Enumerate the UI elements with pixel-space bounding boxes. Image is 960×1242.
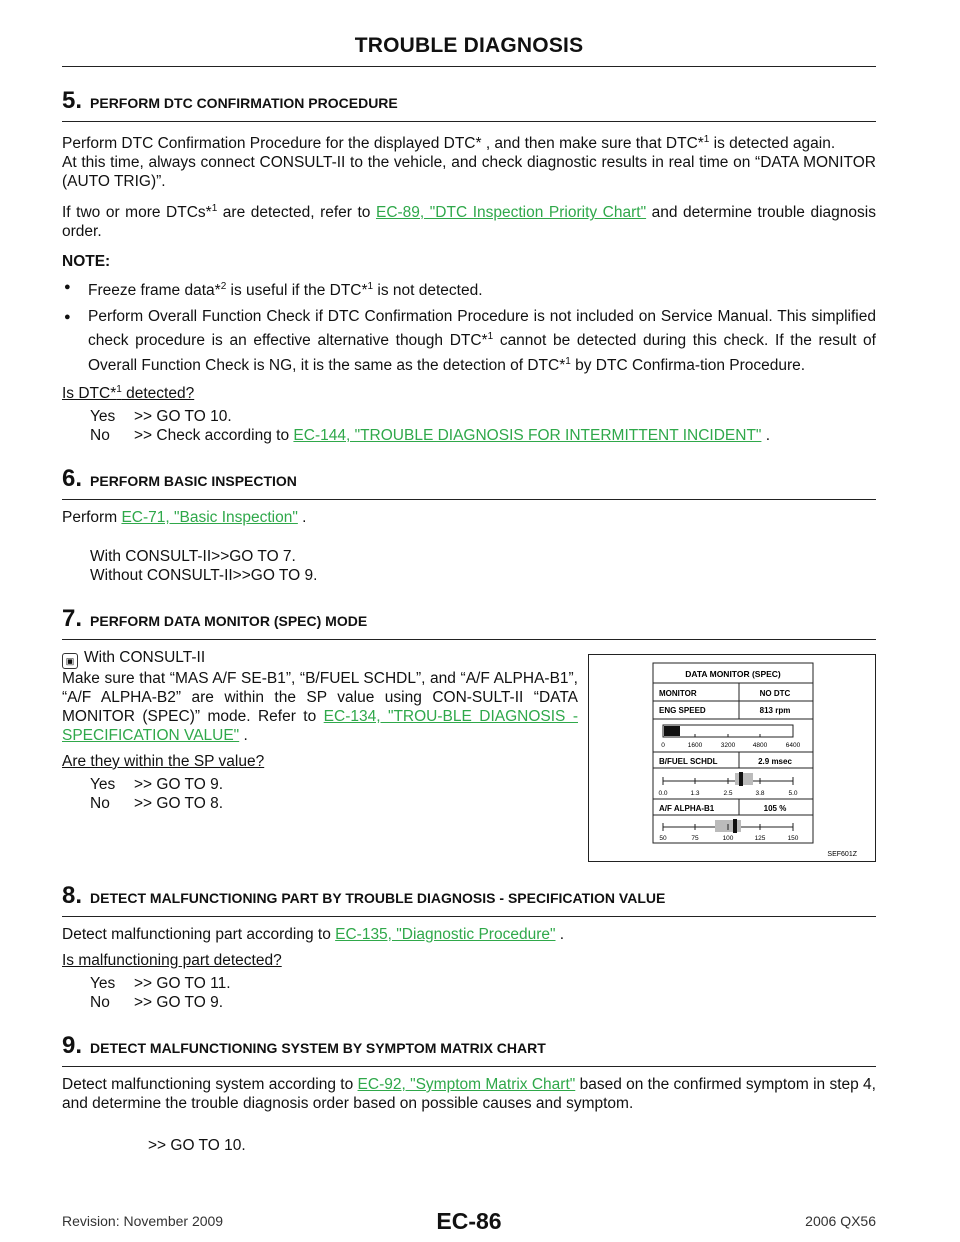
basic-inspection-link[interactable]: EC-71, "Basic Inspection" (121, 508, 298, 526)
answer-value: >> GO TO 9. (134, 993, 224, 1011)
step-6-header (62, 465, 876, 500)
step-5-header (62, 87, 876, 122)
step-7-text (62, 640, 578, 862)
branch-line: With CONSULT-II>>GO TO 7. (90, 547, 296, 565)
tick-label: 2.5 (723, 789, 733, 797)
tick-label: 100 (722, 834, 734, 842)
monitor-label: MONITOR (659, 688, 697, 698)
note-item: ● Perform Overall Function Check if DTC Confirmation Procedure is not included on Service Manual. This simplified check procedure is an effective alternative though DTC*$^1$ cannot be detected during this check. If the result of Overall Function Check is NG, it is the same as the detection of DTC*$^1$ by DTC Confirma-tion Procedure. (62, 307, 876, 375)
answer-value: >> GO TO 10. (134, 407, 232, 425)
figure-title: DATA MONITOR (SPEC) (685, 668, 781, 679)
answer-key: Yes (90, 974, 116, 992)
step-8 (62, 882, 876, 1012)
tick-label: 150 (787, 834, 799, 842)
tick-label: 6400 (785, 741, 801, 749)
step-6 (62, 465, 876, 585)
page-footer (62, 1206, 876, 1236)
tick-label: 3.8 (755, 789, 765, 797)
step-number: 5. (62, 87, 83, 114)
step-5 (62, 87, 876, 445)
diagnostic-procedure-link[interactable]: EC-135, "Diagnostic Procedure" (335, 925, 556, 943)
step-title: DETECT MALFUNCTIONING SYSTEM BY SYMPTOM MATRIX CHART (90, 1039, 546, 1056)
title-rule (62, 66, 876, 67)
step-6-branches (90, 547, 876, 585)
tick-label: 3200 (720, 741, 736, 749)
step-7-question: Are they within the SP value? (62, 752, 265, 770)
answer-value: >> GO TO 11. (134, 974, 231, 992)
symptom-matrix-link[interactable]: EC-92, "Symptom Matrix Chart" (357, 1075, 576, 1093)
model-year: 2006 QX56 (805, 1213, 876, 1229)
answer-key: No (90, 794, 110, 812)
fuel-schdl-value: 2.9 msec (758, 756, 792, 766)
step-8-answers (90, 974, 876, 1012)
answer-key: Yes (90, 407, 116, 425)
note-label: NOTE: (62, 253, 111, 271)
answer-key: No (90, 426, 110, 444)
step-9-header (62, 1032, 876, 1067)
dtc-priority-chart-link[interactable]: EC-89, "DTC Inspection Priority Chart" (375, 204, 647, 222)
answer-value: >> Check according to EC-144, "TROUBLE DIAGNOSIS FOR INTERMITTENT INCIDENT" . (134, 426, 771, 444)
fuel-schdl-spec-range (735, 773, 753, 785)
step-7-answers (90, 775, 578, 813)
step-5-para-3: If two or more DTCs*$^1$ are detected, refer to EC-89, "DTC Inspection Priority Chart" and determine trouble diagnosis order. (62, 203, 876, 241)
step-7 (62, 605, 876, 862)
page (62, 0, 876, 1242)
page-title: TROUBLE DIAGNOSIS (354, 34, 584, 57)
consult-line: ▣ With CONSULT-II (62, 648, 578, 669)
revision-date: Revision: November 2009 (62, 1213, 224, 1229)
note-item: ● Freeze frame data*$^2$ is useful if the DTC*$^1$ is not detected. (62, 277, 876, 301)
spec-value-link[interactable]: EC-134, "TROU-BLE DIAGNOSIS - SPECIFICATION VALUE" (62, 707, 578, 744)
data-monitor-figure (588, 654, 876, 862)
step-9-para: Detect malfunctioning system according to EC-92, "Symptom Matrix Chart" based on the confirmed symptom in step 4, and determine the trouble diagnosis order based on possible causes and symptom. (62, 1075, 876, 1112)
step-number: 7. (62, 604, 83, 632)
step-number: 9. (62, 1031, 83, 1059)
step-7-header (62, 605, 876, 640)
step-7-para: Make sure that “MAS A/F SE-B1”, “B/FUEL SCHDL”, and “A/F ALPHA-B1”, “A/F ALPHA-B2” are within the SP value using CON-SULT-II “DATA MONITOR (SPEC)” mode. Refer to EC-134, "TROU-BLE DIAGNOSIS - SPECIFICATION VALUE" . (62, 669, 578, 744)
tick-label: 0 (661, 741, 665, 749)
intermittent-incident-link[interactable]: EC-144, "TROUBLE DIAGNOSIS FOR INTERMITTENT INCIDENT" (293, 426, 762, 444)
step-7-body (62, 640, 876, 862)
page-number: EC-86 (436, 1207, 502, 1234)
tick-label: 4800 (752, 741, 768, 749)
step-9-goto: >> GO TO 10. (148, 1136, 246, 1154)
step-8-header (62, 882, 876, 917)
tick-label: 0.0 (658, 789, 668, 797)
answer-key: Yes (90, 775, 116, 793)
step-6-para: Perform EC-71, "Basic Inspection" . (62, 508, 307, 526)
af-alpha-label: A/F ALPHA-B1 (659, 803, 715, 813)
monitor-value: NO DTC (759, 688, 791, 698)
tick-label: 75 (691, 834, 699, 842)
fuel-schdl-label: B/FUEL SCHDL (659, 756, 718, 766)
answer-value: >> GO TO 8. (134, 794, 224, 812)
step-5-question: Is DTC*$^1$ detected? (62, 383, 195, 402)
step-5-para-2: At this time, always connect CONSULT-II to the vehicle, and check diagnostic results in real time on “DATA MONITOR (AUTO TRIG)”. (62, 154, 876, 191)
branch-line: Without CONSULT-II>>GO TO 9. (90, 566, 318, 584)
step-8-question: Is malfunctioning part detected? (62, 951, 282, 969)
eng-speed-label: ENG SPEED (659, 705, 706, 715)
tick-label: 125 (754, 834, 766, 842)
consult-tool-icon: ▣ (62, 653, 78, 669)
step-5-para-1: Perform DTC Confirmation Procedure for the displayed DTC* , and then make sure that DTC*$^1$ is detected again. (62, 134, 836, 153)
tick-label: 1.3 (690, 789, 700, 797)
step-title: PERFORM DATA MONITOR (SPEC) MODE (90, 612, 368, 629)
step-9 (62, 1032, 876, 1155)
eng-speed-bar (664, 726, 680, 736)
note-list (62, 277, 876, 375)
step-number: 8. (62, 881, 83, 909)
step-title: PERFORM DTC CONFIRMATION PROCEDURE (90, 95, 398, 111)
tick-label: 5.0 (788, 789, 798, 797)
figure-code: SEF601Z (827, 850, 857, 858)
data-monitor-diagram (589, 655, 875, 861)
step-number: 6. (62, 464, 83, 492)
af-alpha-value: 105 % (763, 803, 787, 813)
tick-label: 1600 (687, 741, 703, 749)
answer-key: No (90, 993, 110, 1011)
answer-value: >> GO TO 9. (134, 775, 224, 793)
af-alpha-marker (733, 819, 737, 833)
step-5-answers (90, 407, 876, 445)
step-title: PERFORM BASIC INSPECTION (90, 472, 297, 489)
fuel-schdl-marker (739, 772, 743, 786)
eng-speed-value: 813 rpm (759, 705, 791, 715)
tick-label: 50 (659, 834, 667, 842)
step-title: DETECT MALFUNCTIONING PART BY TROUBLE DIAGNOSIS - SPECIFICATION VALUE (90, 889, 666, 906)
step-8-para: Detect malfunctioning part according to EC-135, "Diagnostic Procedure" . (62, 925, 565, 943)
